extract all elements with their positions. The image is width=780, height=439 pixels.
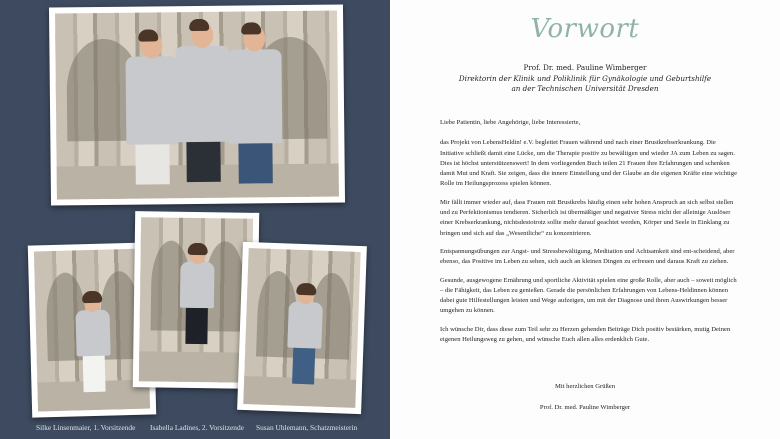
author-name: Prof. Dr. med. Pauline Wimberger [523,63,647,72]
paragraph: Gesunde, ausgewogene Ernährung und sportliche Aktivität spielen eine große Rolle, aber auch – soweit möglich – die Fähigkeit, das Leben zu genießen. Gerade die persönlichen Erfahrungen von Lebens-Heldinnen können dabei gute Hilfestellungen leisten und Wege aufzeigen, um mit der Diagnose und ihren Auswirkungen besser umgehen zu können. [440,276,737,315]
paragraph: Entspannungsübungen zur Angst- und Stressbewältigung, Meditation und Achtsamkeit sind ent-scheidend, aber ebenso, das Positive im Leben zu sehen, sich auch an kleinen Dingen zu erfreuen und daraus Kraft zu ziehen. [440,247,735,266]
paragraph: das Projekt von LebensHeldin! e.V. begleitet Frauen während und nach einer Brustkrebserkrankung. Die Initiative schließt damit eine Lücke, um die Therapie positiv zu bewältigen und wieder JA zum Leben zu sagen. Dies ist höchst unterstützenswert! In dem vorliegenden Buch teilen 21 Frauen ihre Erfahrungen und schenken damit Mut und Kraft. Sie zeigen, dass die innere Einstellung und der Glaube an die eigenen Kräfte eine wichtige Rolle im Heilungsprozess spielen können. [440,139,737,188]
group-photo-image [55,11,339,200]
signature: Prof. Dr. med. Pauline Wimberger [539,404,631,411]
salutation: Liebe Patientin, liebe Angehörige, liebe Interessierte, [440,119,581,126]
group-photo [49,4,345,205]
affiliation-line-2: an der Technischen Universität Dresden [511,84,659,94]
person-figure [286,286,323,385]
closing-line: Mit herzlichen Grüßen [554,383,616,390]
person-figure [175,22,231,183]
caption-2: Isabella Ladines, 2. Vorsitzende [150,423,244,432]
caption-3: Susan Uhlemann, Schatzmeisterin [256,423,358,432]
jump-photo-3-image [243,248,360,408]
paragraph: Mir fällt immer wieder auf, dass Frauen mit Brustkrebs häufig einen sehr hohen Anspruch an sich selbst stellen und zu Perfektionismus tendieren. Sicherlich ist übermäßiger und negativer Stress nicht der alleinige Auslöser einer Krebserkrankung, nichtsdestotrotz sollte mehr darauf geachtet werden, Körper und Seele in Einklang zu bringen und sich auf das „Wesentliche“ zu konzentrieren. [440,198,734,237]
right-page [390,0,780,439]
person-figure [227,25,283,184]
page-title: Vorwort [530,14,640,44]
affiliation-line-1: Direktorin der Klinik und Poliklinik für Gynäkologie und Geburtshilfe [458,73,712,83]
jump-photo-3 [237,242,367,414]
jump-photo-2-image [139,217,253,383]
person-figure [179,246,214,344]
person-figure [125,32,179,185]
caption-1: Silke Linsenmaier, 1. Vorsitzende [36,423,136,432]
foreword-body [440,118,740,353]
paragraph: Ich wünsche Dir, dass diese zum Teil sehr zu Herzen gehenden Beiträge Dich positiv bestärken, mutig Deinen eigenen Heilungsweg zu gehen, und wünsche Euch allen alles erdenklich Gute. [440,325,731,344]
author-block [390,63,780,95]
person-figure [75,294,112,393]
